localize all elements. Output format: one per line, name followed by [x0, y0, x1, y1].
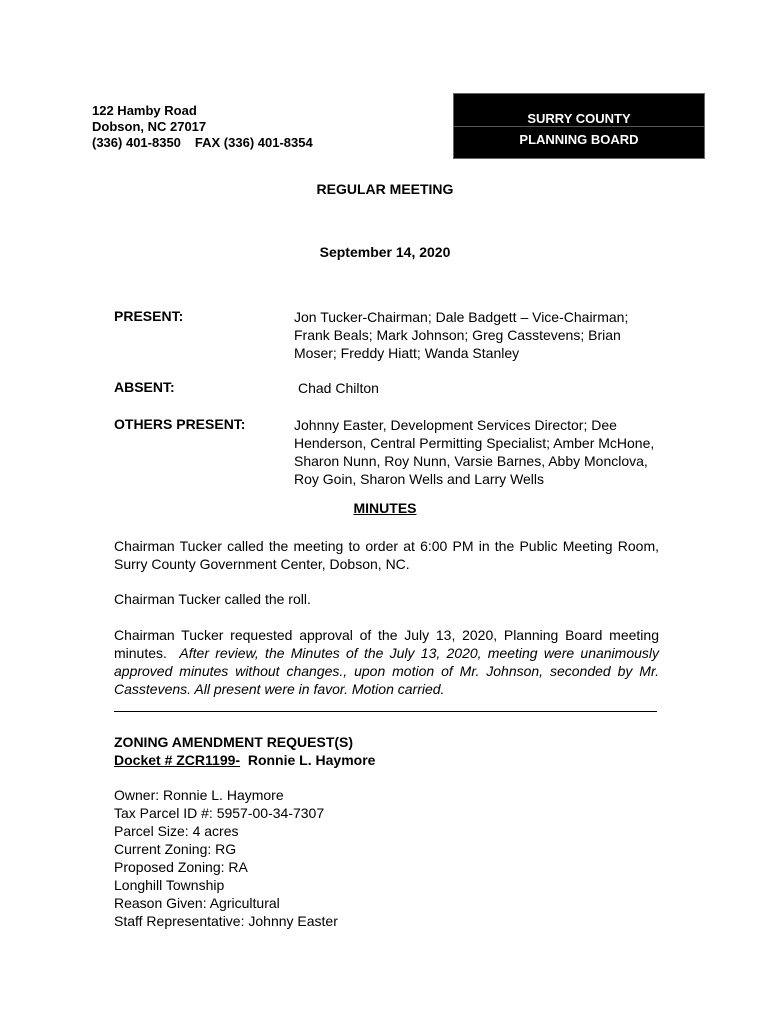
minutes-paragraph-roll: Chairman Tucker called the roll. — [114, 591, 311, 607]
present-list: Jon Tucker-Chairman; Dale Badgett – Vice-Chairman; Frank Beals; Mark Johnson; Greg Casstevens; Brian Moser; Freddy Hiatt; Wanda Stanley — [294, 309, 629, 361]
section-divider — [114, 711, 657, 712]
detail-proposed-zoning: Proposed Zoning: RA — [114, 859, 248, 875]
address-contact — [92, 135, 313, 151]
address-block — [92, 103, 313, 151]
zoning-section-title: ZONING AMENDMENT REQUEST(S) — [114, 734, 354, 750]
organization-banner — [453, 93, 705, 159]
org-divider — [454, 126, 704, 127]
detail-current-zoning: Current Zoning: RG — [114, 841, 237, 857]
minutes-heading: MINUTES — [353, 500, 417, 516]
approval-outcome-text: After review, the Minutes of the July 13, 2020, meeting were unanimously approved minutes without changes., upon motion of Mr. Johnson, seconded by Mr. Casstevens. All present were in favor. Motion carried. — [114, 645, 660, 697]
absent-label: ABSENT: — [114, 379, 175, 395]
present-label: PRESENT: — [114, 308, 184, 324]
others-present-list: Johnny Easter, Development Services Director; Dee Henderson, Central Permitting Specialist; Amber McHone, Sharon Nunn, Roy Nunn, Varsie Barnes, Abby Monclova, Roy Goin, Sharon Wells and Larry Wells — [294, 417, 655, 487]
fax-number: FAX (336) 401-8354 — [194, 135, 313, 150]
detail-township: Longhill Township — [114, 877, 225, 893]
approval-request-text: Chairman Tucker requested approval of the July 13, 2020, Planning Board meeting minutes. — [114, 627, 659, 661]
docket-number: Docket # ZCR1199- — [114, 752, 241, 768]
others-present-label: OTHERS PRESENT: — [114, 416, 246, 432]
minutes-paragraph-approval — [114, 626, 659, 698]
org-name-line2: PLANNING BOARD — [519, 132, 639, 147]
docket-applicant: Ronnie L. Haymore — [247, 752, 376, 768]
address-city: Dobson, NC 27017 — [92, 119, 207, 134]
meeting-date: September 14, 2020 — [319, 244, 451, 260]
detail-tax-parcel: Tax Parcel ID #: 5957-00-34-7307 — [114, 805, 325, 821]
docket-heading — [114, 751, 375, 769]
phone-number: (336) 401-8350 — [92, 135, 181, 150]
meeting-type: REGULAR MEETING — [316, 181, 454, 197]
detail-parcel-size: Parcel Size: 4 acres — [114, 823, 239, 839]
detail-reason: Reason Given: Agricultural — [114, 895, 280, 911]
detail-owner: Owner: Ronnie L. Haymore — [114, 787, 284, 803]
detail-staff-representative: Staff Representative: Johnny Easter — [114, 913, 338, 929]
minutes-paragraph-call-to-order: Chairman Tucker called the meeting to order at 6:00 PM in the Public Meeting Room, Surry County Government Center, Dobson, NC. — [114, 538, 659, 572]
zoning-details — [114, 786, 338, 930]
address-street: 122 Hamby Road — [92, 103, 197, 118]
org-name-line1: SURRY COUNTY — [527, 111, 631, 126]
absent-list: Chad Chilton — [298, 380, 379, 396]
